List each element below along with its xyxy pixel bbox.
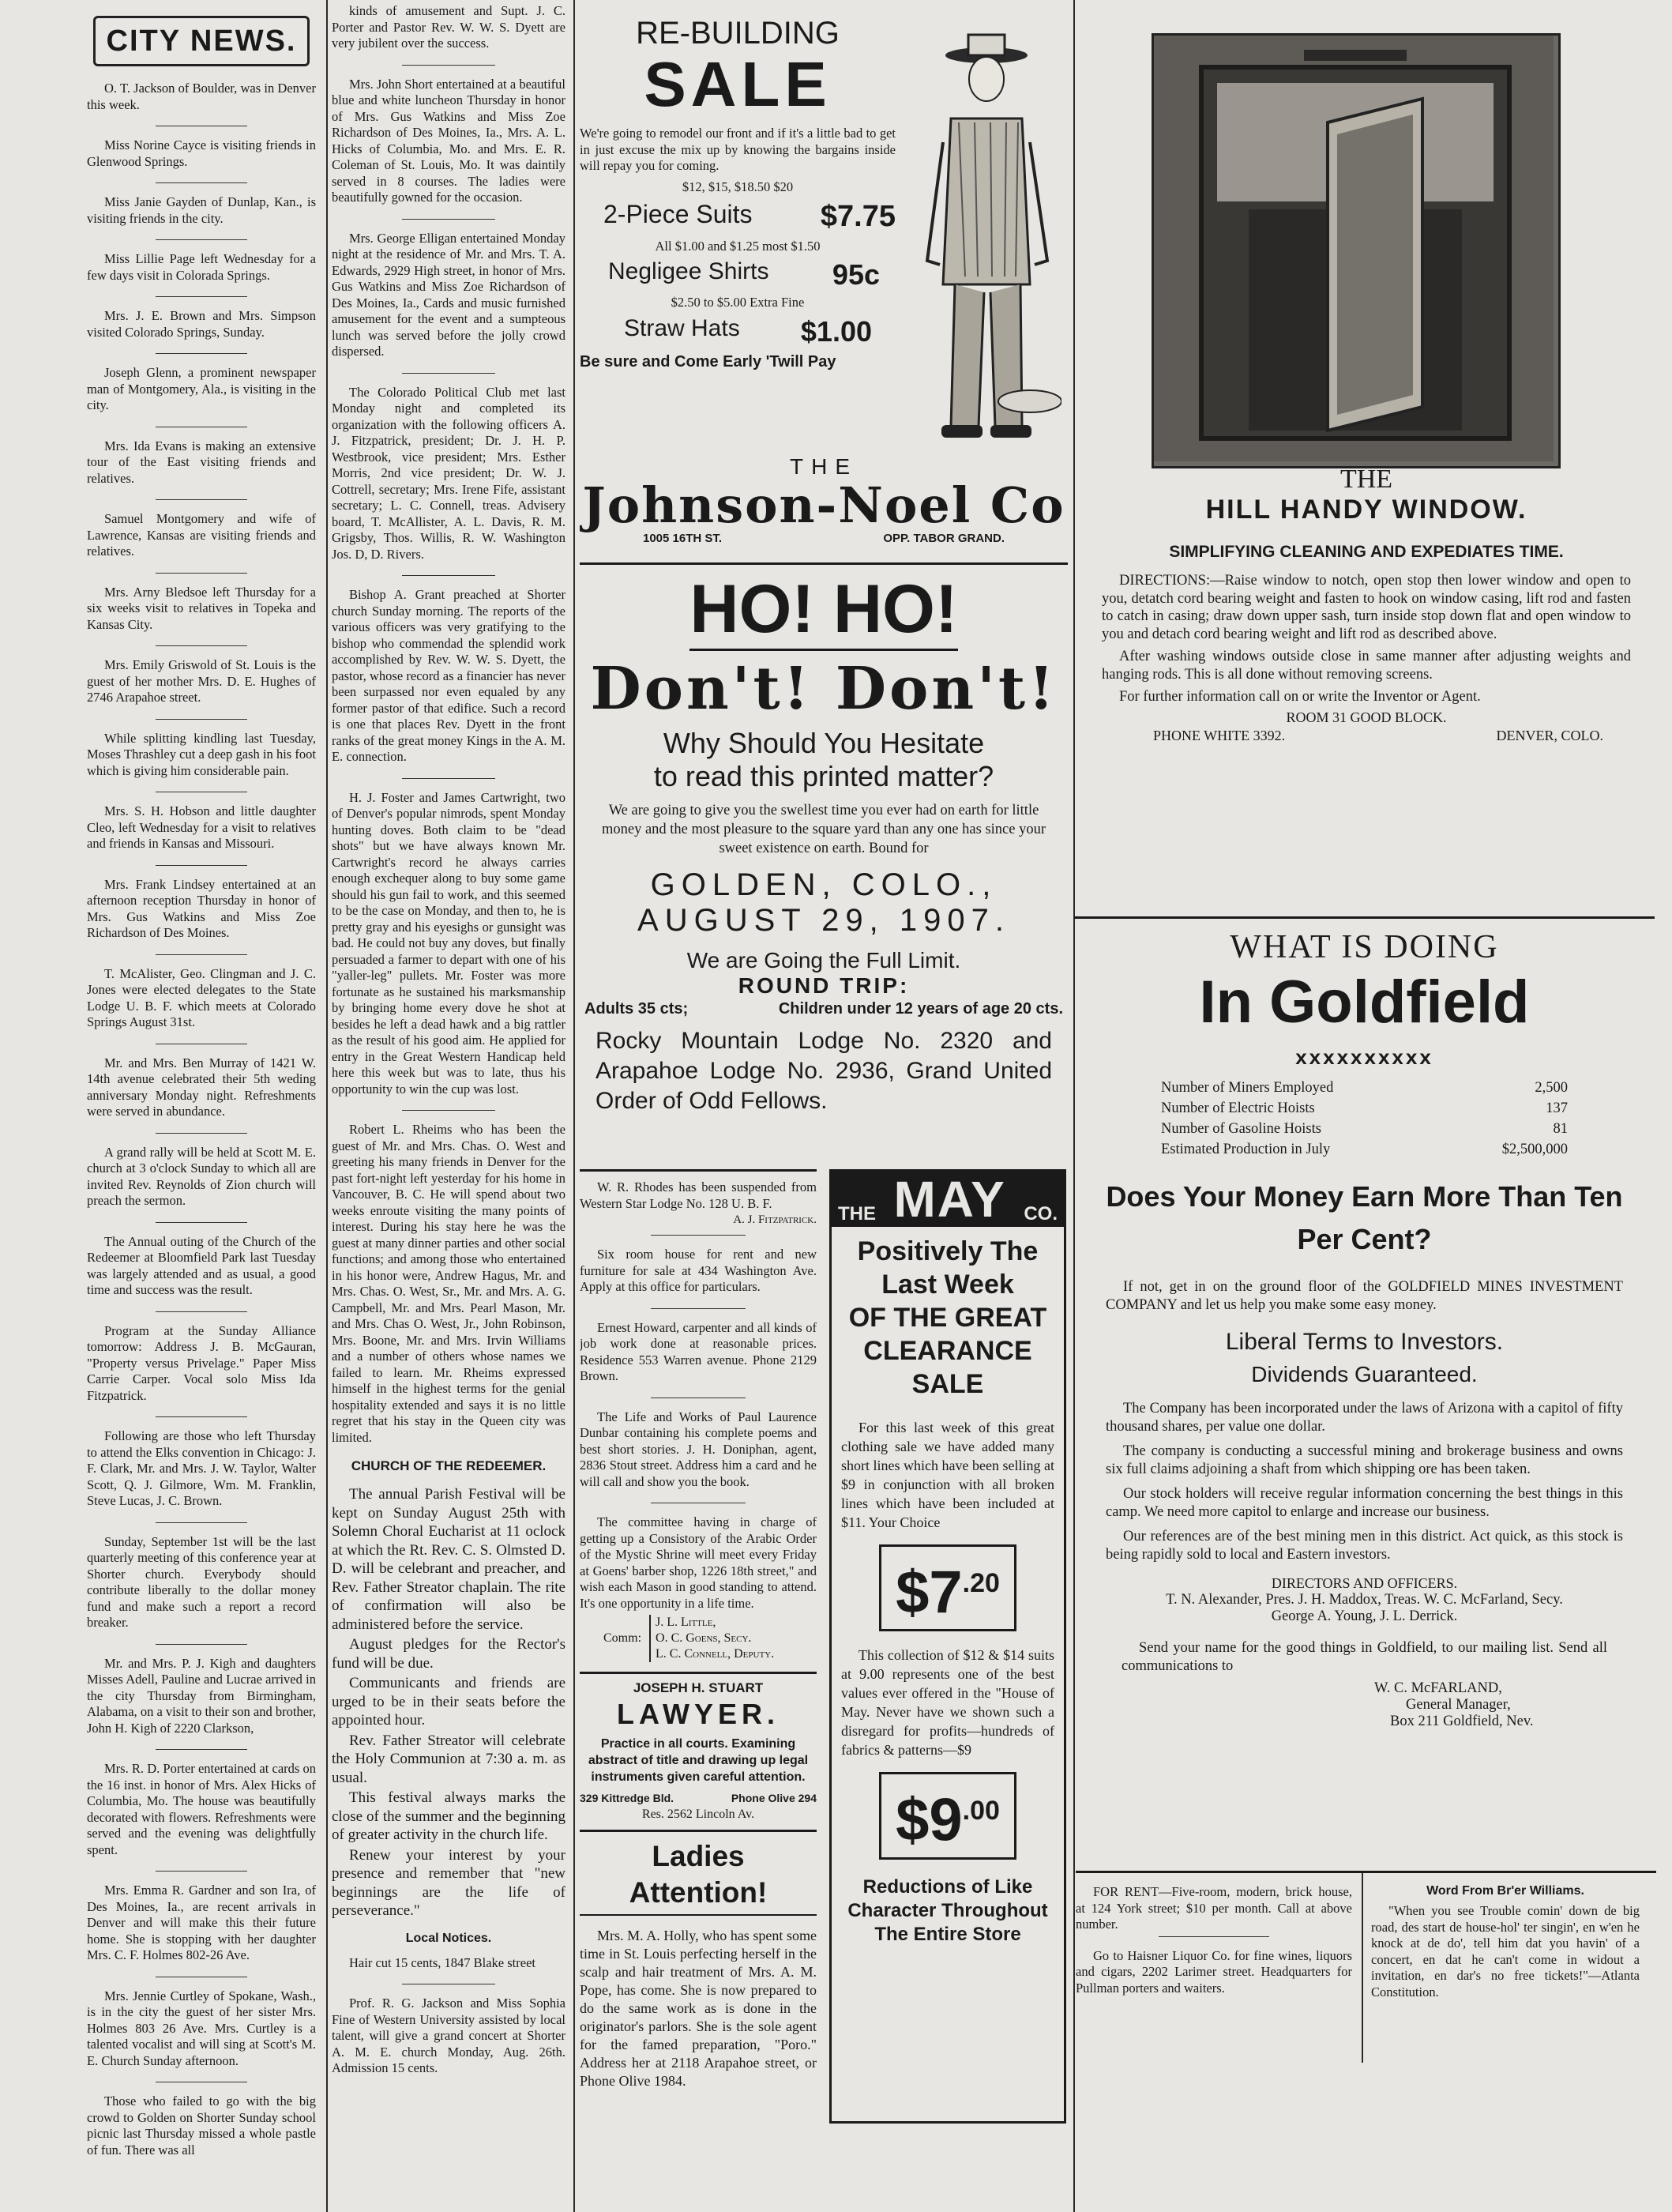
separator-rule bbox=[156, 719, 247, 720]
hesitate-line1: Why Should You Hesitate bbox=[663, 727, 985, 759]
separator-rule bbox=[156, 573, 247, 574]
adult-fare: Adults 35 cts; bbox=[584, 1000, 689, 1018]
may-headline-line: Positively The bbox=[857, 1236, 1039, 1266]
separator-rule bbox=[156, 1416, 247, 1417]
hesitate-line2: to read this printed matter? bbox=[653, 760, 994, 792]
house-notice: Six room house for rent and new furniture for sale at 434 Washington Ave. Apply at this office for particulars. bbox=[580, 1247, 817, 1294]
separator-rule bbox=[402, 575, 495, 576]
window-subtitle: SIMPLIFYING CLEANING AND EXPEDIATES TIME. bbox=[1169, 543, 1564, 561]
goldfield-stats bbox=[1161, 1078, 1568, 1160]
separator-rule bbox=[402, 219, 495, 220]
fares-line bbox=[584, 1000, 1063, 1018]
lawyer-contact bbox=[580, 1792, 817, 1804]
news-item: O. T. Jackson of Boulder, was in Denver this week. bbox=[87, 81, 316, 112]
may-co-ad bbox=[829, 1169, 1066, 2124]
news-item: Program at the Sunday Alliance tomorrow: Address J. B. McGauran, "Property versus Privelage." Paper Miss Carrie Carper. Vocal solo Miss Ida Fitzpatrick. bbox=[87, 1322, 316, 1403]
rebuilding-intro: We're going to remodel our front and if it's a little bad to get in just excuse the mix up by knowing the bargains inside will repay you for coming. bbox=[580, 126, 896, 173]
stat-row bbox=[1161, 1078, 1568, 1098]
news-item: Mrs. Arny Bledsoe left Thursday for a six weeks visit to relatives in Topeka and Kansas City. bbox=[87, 584, 316, 632]
goldfield-p2: The Company has been incorporated under the laws of Arizona with a capitol of fifty thousand shares, per value one dollar. bbox=[1106, 1401, 1623, 1435]
may-headline-line: SALE bbox=[911, 1369, 984, 1399]
hats-label: Straw Hats bbox=[624, 315, 740, 341]
news-item: Joseph Glenn, a prominent newspaper man of Montgomery, Ala., is visiting in the city. bbox=[87, 365, 316, 412]
stat-row bbox=[1161, 1139, 1568, 1160]
may-headline bbox=[841, 1235, 1054, 1401]
lawyer-text: Practice in all courts. Examining abstract of title and drawing up legal instruments given careful attention. bbox=[588, 1737, 809, 1784]
news-item: Hair cut 15 cents, 1847 Blake street bbox=[349, 1954, 535, 1970]
stat-label: Estimated Production in July bbox=[1161, 1142, 1331, 1157]
suits-line bbox=[580, 200, 896, 234]
news-item: This festival always marks the close of the summer and the beginning of greater activity in the church life. bbox=[332, 1789, 565, 1843]
lawyer-office: 329 Kittredge Bld. bbox=[580, 1792, 674, 1804]
stat-row bbox=[1161, 1098, 1568, 1119]
full-limit: We are Going the Full Limit. bbox=[686, 948, 961, 972]
stat-label: Number of Gasoline Hoists bbox=[1161, 1121, 1321, 1137]
dunbar-notice: The Life and Works of Paul Laurence Dunbar containing his complete poems and best short stories. J. H. Doniphan, agent, 2836 Stout street. Address him a card and he will call and show you the book. bbox=[580, 1409, 817, 1489]
news-item: kinds of amusement and Supt. J. C. Porter and Pastor Rev. W. W. S. Dyett are very jubilent over the success. bbox=[332, 3, 565, 51]
window-title1: THE bbox=[1339, 465, 1393, 494]
news-item: Prof. R. G. Jackson and Miss Sophia Fine of Western University assisted by local talent, will give a grand concert at Shorter A. M. E. church Monday, Aug. 26th. Admission 15 cents. bbox=[332, 1996, 565, 2075]
news-item: Following are those who left Thursday to attend the Elks convention in Chicago: J. F. Clark, Mr. and Mrs. J. W. Taylor, Walter Scott, Q. J. Gilmore, Wm. M. Franklin, Steve Lucas, J. C. Brown. bbox=[87, 1428, 316, 1508]
separator-rule bbox=[156, 1749, 247, 1750]
man-illustration bbox=[911, 24, 1061, 450]
window-directions: DIRECTIONS:—Raise window to notch, open stop then lower window and open to you, detatch cord bearing weight and fasten to hook on window casing, lift rod and fasten to catch in casing; draw down upper sash, turn inside stop down flat and open window to you and detach cord bearing weight and lift rod as described above. bbox=[1102, 573, 1631, 642]
news-item: T. McAlister, Geo. Clingman and J. C. Jones were elected delegates to the State Lodge U. B. F. which meets at Colorado Springs August 31st. bbox=[87, 965, 316, 1029]
news-item: Mrs. John Short entertained at a beautiful blue and white luncheon Thursday in honor of Mrs. Gus Watkins and Miss Zoe Richardson of Des Moines, Ia., Mrs. A. L. Hicks of Columbia, Mo. and Mrs. E. R. Coleman of St. Louis, Mo. It was daintily served in 8 courses. The ladies were beautifully gowned for the occasion. bbox=[332, 76, 565, 205]
goldfield-directors2: George A. Young, J. L. Derrick. bbox=[1271, 1608, 1458, 1624]
may-co: CO. bbox=[1024, 1203, 1058, 1224]
news-item: Mrs. George Elligan entertained Monday night at the residence of Mr. and Mrs. T. A. Edwards, 2929 High street, in honor of Mrs. Gus Watkins and Miss Zoe Richardson of Des Moines, Ia., Cards and music furnished amusement for the event and a sumpteous lunch was served before the jolly crowd dispersed. bbox=[332, 230, 565, 359]
shirts-line bbox=[580, 258, 896, 292]
news-item: Mrs. R. D. Porter entertained at cards on the 16 inst. in honor of Mrs. Alex Hicks of Columbia, Mo. The house was beautifully decorated with flowers. Refreshments were served and the evening was delightfully spent. bbox=[87, 1761, 316, 1857]
window-photo bbox=[1152, 33, 1561, 468]
brer-title: Word From Br'er Williams. bbox=[1426, 1884, 1584, 1898]
column-rule bbox=[573, 0, 575, 2212]
may-price1-main: $7 bbox=[896, 1559, 963, 1627]
ho-ho-title: HO! HO! bbox=[689, 571, 958, 647]
brer-text: "When you see Trouble comin' down de big road, des start de house-hol' ter singin', en w'en he knock at de do', tell him dat you havin' of a concert, en dat he can't come in widout a invitation, en dar's no free tickets!"—Atlanta Constitution. bbox=[1371, 1903, 1640, 1999]
ladies-title: Ladies Attention! bbox=[629, 1840, 768, 1909]
goldfield-ad bbox=[1074, 916, 1655, 1864]
goldfield-sign3: Box 211 Goldfield, Nev. bbox=[1390, 1714, 1534, 1729]
suits-price: $7.75 bbox=[820, 200, 896, 233]
may-headline-line: OF THE GREAT bbox=[848, 1303, 1047, 1333]
store-the: THE bbox=[790, 454, 858, 479]
shirts-label: Negligee Shirts bbox=[608, 258, 769, 284]
church-heading: CHURCH OF THE REDEEMER. bbox=[351, 1458, 547, 1473]
rebuilding-prices: $12, $15, $18.50 $20 bbox=[682, 179, 794, 194]
separator-rule bbox=[156, 296, 247, 297]
news-item: Miss Janie Gayden of Dunlap, Kan., is visiting friends in the city. bbox=[87, 194, 316, 226]
goldfield-p1: If not, get in on the ground floor of the GOLDFIELD MINES INVESTMENT COMPANY and let us help you make some easy money. bbox=[1106, 1279, 1623, 1313]
rebuilding-closing: Be sure and Come Early 'Twill Pay bbox=[580, 353, 836, 371]
separator-rule bbox=[156, 865, 247, 866]
may-footer: Reductions of Like Character Throughout The Entire Store bbox=[847, 1875, 1048, 1945]
goldfield-sign1: W. C. McFARLAND, bbox=[1374, 1680, 1502, 1696]
news-item: Mrs. Frank Lindsey entertained at an afternoon reception Thursday in honor of Mrs. Gus Watkins and Miss Zoe Richardson of Des Moines. bbox=[87, 876, 316, 940]
rent-notice: FOR RENT—Five-room, modern, brick house, at 124 York street; $10 per month. Call at above number. bbox=[1076, 1884, 1352, 1932]
committee-member: L. C. Connell, Deputy. bbox=[656, 1647, 775, 1661]
stat-value: 2,500 bbox=[1535, 1080, 1568, 1096]
notices-column bbox=[580, 1169, 817, 2196]
may-text1: For this last week of this great clothing sale we have added many short lines which have been selling at $9 in conjunction with all broken lines which have been included at $11. Your Choice bbox=[841, 1420, 1054, 1530]
local-notices-heading: Local Notices. bbox=[405, 1931, 492, 1945]
city-news-column bbox=[87, 16, 316, 2171]
hats-line bbox=[580, 315, 896, 348]
news-item: Mrs. Emily Griswold of St. Louis is the guest of her mother Mrs. D. E. Hughes of 2746 Arapahoe street. bbox=[87, 657, 316, 705]
news-item: H. J. Foster and James Cartwright, two of Denver's popular nimrods, spent Monday hunting doves. Both claim to be "dead shots" but we have always known Mr. Cartwright's record he always carries enough exchequer along to buy some game should his gun fail to work, and this seemed to be the case on Monday, and then to, he is pretty gray and his eyesighs or gunsight was bad. He could not buy any doves, but finally persuaded a farmer to depart with one of his "yaller-leg" pullets. Mr. Foster was more fortunate as he sustained his marksmanship by bringing home every dove he shot at besides he left a dead hawk and a big rattler as the result of his good aim. He applied for entry in the Great Western Handicap held here this week but was to late, thus his opportunity to win the cup was lost. bbox=[332, 789, 565, 1097]
lawyer-title: LAWYER. bbox=[616, 1698, 780, 1730]
window-room: ROOM 31 GOOD BLOCK. bbox=[1286, 709, 1447, 725]
stat-value: $2,500,000 bbox=[1501, 1142, 1568, 1157]
round-trip: ROUND TRIP: bbox=[738, 973, 910, 998]
news-item: The annual Parish Festival will be kept on Sunday August 25th with Solemn Choral Eucharist at 11 oclock at which the Rt. Rev. C. S. Olmsted D. D. will be celebrant and preacher, and Rev. Father Streator chaplain. The rite of confirmation will also be administered before the service. bbox=[332, 1486, 565, 1633]
goldfield-ornament: xxxxxxxxxx bbox=[1295, 1045, 1433, 1069]
news-item: Mr. and Mrs. Ben Murray of 1421 W. 14th avenue celebrated their 5th weding anniversary Monday night. Refreshments were served in abundance. bbox=[87, 1055, 316, 1119]
news-item: Rev. Father Streator will celebrate the Holy Communion at 7:30 a. m. as usual. bbox=[332, 1732, 565, 1786]
rhodes-notice: W. R. Rhodes has been suspended from Western Star Lodge No. 128 U. B. F. bbox=[580, 1179, 817, 1211]
separator-rule bbox=[156, 1522, 247, 1523]
news-item: While splitting kindling last Tuesday, Moses Thrashley cut a deep gash in his foot which is giving him considerable pain. bbox=[87, 730, 316, 778]
rebuilding-line2: SALE bbox=[644, 49, 832, 119]
rebuilding-sale-ad bbox=[580, 16, 1068, 561]
howard-notice: Ernest Howard, carpenter and all kinds of job work done at reasonable prices. Residence 553 Warren avenue. Phone 2129 Brown. bbox=[580, 1319, 817, 1383]
goldfield-title1: WHAT IS DOING bbox=[1230, 929, 1499, 965]
may-logo bbox=[832, 1172, 1064, 1227]
window-city: DENVER, COLO. bbox=[1496, 727, 1603, 743]
haisner-notice: Go to Haisner Liquor Co. for fine wines, liquors and cigars, 2202 Larimer street. Headquarters for Pullman porters and waiters. bbox=[1076, 1947, 1352, 1996]
column-rule bbox=[326, 0, 328, 2212]
goldfield-p3: The company is conducting a successful mining and brokerage business and owns six full claims adjoining a shaft from which shipping ore has been taken. bbox=[1106, 1443, 1623, 1477]
committee-member: O. C. Goens, Secy. bbox=[656, 1631, 752, 1645]
shirts-note: All $1.00 and $1.25 most $1.50 bbox=[655, 239, 821, 254]
separator-rule bbox=[156, 1222, 247, 1223]
separator-rule bbox=[402, 373, 495, 374]
stat-row bbox=[1161, 1119, 1568, 1139]
committee-block bbox=[603, 1615, 817, 1662]
news-item: The Annual outing of the Church of the Redeemer at Bloomfield Park last Tuesday was largely attended and as usual, a good time and success was the result. bbox=[87, 1233, 316, 1297]
may-the: THE bbox=[838, 1203, 876, 1224]
news-item: Samuel Montgomery and wife of Lawrence, Kansas are visiting friends and relatives. bbox=[87, 511, 316, 559]
stat-value: 137 bbox=[1546, 1100, 1568, 1116]
rebuilding-line1: RE-BUILDING bbox=[636, 16, 840, 51]
separator-rule bbox=[156, 239, 247, 240]
goldfield-p5: Our references are of the best mining men in this district. Act quick, as this stock is being rapidly sold to local and Eastern investors. bbox=[1106, 1529, 1623, 1563]
dont-heading: Don't! Don't! bbox=[590, 655, 1058, 723]
news-item: Bishop A. Grant preached at Shorter church Sunday morning. The reports of the various officers was very gratifying to the bishop who commendad the splendid work accomplished by Rev. W. W. S. Dyett, the pastor, whose record as a financier has never been surpassed nor even equaled by any former pastor of that edifice. Such a record is one that places Rev. Dyett in the front ranks of the great money Kings in the A. M. E. connection. bbox=[332, 587, 565, 764]
church-items bbox=[332, 1485, 565, 1920]
news-item: Miss Norine Cayce is visiting friends in Glenwood Springs. bbox=[87, 137, 316, 169]
local-notices-items bbox=[332, 1955, 565, 2077]
window-after: After washing windows outside close in same manner after adjusting weights and hanging rods. This is all done without removing screens. bbox=[1102, 649, 1631, 683]
may-name: MAY bbox=[893, 1171, 1006, 1228]
destination-line2: AUGUST 29, 1907. bbox=[637, 903, 1010, 938]
news-item: August pledges for the Rector's fund will be due. bbox=[332, 1636, 565, 1672]
separator-rule bbox=[156, 182, 247, 183]
news-item: Robert L. Rheims who has been the guest of Mr. and Mrs. Chas. O. West and greeting his many friends in Denver for the past fort-night left yesterday for his home in Vancouver, B. C. He will spend about two weeks enroute visiting the many points of interest. During his stay here he was the guest at many dinner parties and other social functions; and among those who entertained in his honor were, Andrew Hagus, Mr. and Mrs. Chas. O. West, Sr., Mr. and Mrs. A. G. Campbell, Mr. and Mrs. Pearl Mason, Mr. and Mrs. Chas O. West, Jr., John Robinson, Mrs. Boone, Mr. and Mrs. Irvin Williams and a number of others whose names we failed to learn. Mr. Rheims expressed himself in the highest terms for the genial hospitality extended and says it is no little regret that his stay in the Queen city was limited. bbox=[332, 1122, 565, 1445]
news-item: Communicants and friends are urged to be in their seats before the appointed hour. bbox=[332, 1675, 565, 1729]
news-item: Mrs. Emma R. Gardner and son Ira, of Des Moines, Ia., are recent arrivals in Denver and will make this their future home. She is stopping with her daughter Mrs. C. F. Holmes 802-26 Ave. bbox=[87, 1883, 316, 1962]
goldfield-directors-head: DIRECTORS AND OFFICERS. bbox=[1271, 1575, 1458, 1591]
shirts-price: 95c bbox=[832, 258, 880, 291]
news-item: Mrs. J. E. Brown and Mrs. Simpson visited Colorado Springs, Sunday. bbox=[87, 308, 316, 340]
goldfield-title2: In Goldfield bbox=[1199, 969, 1530, 1036]
may-price1 bbox=[879, 1544, 1016, 1631]
ladies-text: Mrs. M. A. Holly, who has spent some time in St. Louis perfecting herself in the scalp and hair treatment of Mrs. A. M. Pope, has come. She is now prepared to do the same work as is done in the originator's parlors. She is the sole agent for the famed preparation, "Poro." Address her at 2118 Arapahoe street, or Phone Olive 1984. bbox=[580, 1928, 817, 2089]
news-item: A grand rally will be held at Scott M. E. church at 3 o'clock Sunday to which all are invited Rev. Reynolds of Zion church will preach the sermon. bbox=[87, 1144, 316, 1208]
separator-rule bbox=[156, 1644, 247, 1645]
may-price2 bbox=[879, 1772, 1016, 1859]
window-illustration bbox=[1154, 36, 1554, 461]
news-item: Miss Lillie Page left Wednesday for a few days visit in Colorada Springs. bbox=[87, 251, 316, 283]
news-item: The Colorado Political Club met last Monday night and completed its organization with the following officers A. J. Fitzpatrick, president; Dr. J. H. P. Westbrook, vice president; Mrs. Esther Morris, 2nd vice president; Dr. W. J. Cottrell, secretary; Mrs. Irene Fife, assistant secretary; L. C. Connell, treas. Advisery board, T. McAllister, A. L. Davis, R. M. Grigsby, Thos. Willis, R. W. Washington Jos. D, D. Rivers. bbox=[332, 384, 565, 562]
goldfield-directors1: T. N. Alexander, Pres. J. H. Maddox, Treas. W. C. McFarland, Secy. bbox=[1166, 1592, 1563, 1608]
may-price2-cents: .00 bbox=[962, 1796, 1000, 1826]
lodges-text: Rocky Mountain Lodge No. 2320 and Arapahoe Lodge No. 2936, Grand United Order of Odd Fellows. bbox=[596, 1028, 1052, 1114]
window-further: For further information call on or write the Inventor or Agent. bbox=[1119, 689, 1481, 705]
separator-rule bbox=[156, 1871, 247, 1872]
window-ad bbox=[1082, 16, 1651, 912]
society-items bbox=[332, 3, 565, 1446]
lawyer-name: JOSEPH H. STUART bbox=[633, 1680, 764, 1695]
separator-rule bbox=[156, 1311, 247, 1312]
news-item: Mr. and Mrs. P. J. Kigh and daughters Misses Adell, Pauline and Lucrae arrived in the city Thursday from Birmingham, Alabama, on a visit to their son and brother, John H. Kigh of 2220 Clarkson, bbox=[87, 1655, 316, 1736]
store-name: Johnson-Noel Co bbox=[582, 476, 1065, 534]
separator-rule bbox=[402, 778, 495, 779]
stat-label: Number of Electric Hoists bbox=[1161, 1100, 1315, 1116]
goldfield-p4: Our stock holders will receive regular information concerning the best things in this camp. We need more capitol to enlarge and increase our business. bbox=[1106, 1486, 1623, 1520]
news-item: Mrs. S. H. Hobson and little daughter Cleo, left Wednesday for a visit to relatives and friends in Kansas and Missouri. bbox=[87, 803, 316, 851]
window-title2: HILL HANDY WINDOW. bbox=[1205, 495, 1527, 525]
goldfield-liberal: Liberal Terms to Investors. bbox=[1225, 1329, 1504, 1355]
news-item: Those who failed to go with the big crowd to Golden on Shorter Sunday school picnic last Thursday missed a whole pastle of fun. There was all bbox=[87, 2094, 316, 2157]
extra-fine: $2.50 to $5.00 Extra Fine bbox=[671, 294, 805, 310]
goldfield-question: Does Your Money Earn More Than Ten Per Cent? bbox=[1106, 1180, 1623, 1255]
may-headline-line: Last Week bbox=[881, 1270, 1014, 1300]
store-address: 1005 16TH ST. bbox=[643, 532, 723, 545]
johnson-noel-sign bbox=[580, 454, 1068, 545]
separator-rule bbox=[156, 645, 247, 646]
stat-label: Number of Miners Employed bbox=[1161, 1080, 1334, 1096]
window-phone: PHONE WHITE 3392. bbox=[1153, 727, 1286, 743]
may-price1-cents: .20 bbox=[962, 1568, 1000, 1598]
goldfield-dividends: Dividends Guaranteed. bbox=[1251, 1362, 1478, 1386]
news-item: Renew your interest by your presence and remember that "new beginnings are the life of perseverance." bbox=[332, 1846, 565, 1919]
city-news-heading: CITY NEWS. bbox=[93, 16, 310, 66]
separator-rule bbox=[156, 954, 247, 955]
separator-rule bbox=[156, 499, 247, 500]
lawyer-phone: Phone Olive 294 bbox=[731, 1792, 817, 1804]
committee-label: Comm: bbox=[603, 1631, 642, 1645]
city-news-items bbox=[87, 81, 316, 2158]
goldfield-send: Send your name for the good things in Goldfield, to our mailing list. Send all communications to bbox=[1122, 1640, 1607, 1674]
store-opposite: OPP. TABOR GRAND. bbox=[883, 532, 1005, 545]
bottom-notices bbox=[1076, 1871, 1656, 2076]
separator-rule bbox=[402, 65, 495, 66]
news-item: Sunday, September 1st will be the last quarterly meeting of this conference year at Shorter church. Everybody should contribute liberally to the dollar money fund and make such a report a record breaker. bbox=[87, 1533, 316, 1630]
separator-rule bbox=[156, 1133, 247, 1134]
suits-label: 2-Piece Suits bbox=[603, 200, 753, 228]
ho-ho-body: We are going to give you the swellest time you ever had on earth for little money and the most pleasure to the square yard than any one has since your sweet existence on earth. Bound for bbox=[601, 803, 1046, 856]
may-text2: This collection of $12 & $14 suits at 9.00 represents one of the best values ever offered in the "House of May. Never have we shown such a disregard for profits—hundreds of fabrics & patterns—$9 bbox=[841, 1647, 1054, 1759]
shrine-notice: The committee having in charge of getting up a Consistory of the Arabic Order of the Mystic Shrine will meet every Friday at Goens' barber shop, 1226 18th street," and wish each Mason in good standing to attend. It's one opportunity in a life time. bbox=[580, 1514, 817, 1611]
lawyer-residence: Res. 2562 Lincoln Av. bbox=[641, 1808, 755, 1821]
society-column bbox=[332, 3, 565, 2090]
ho-ho-ad bbox=[580, 562, 1068, 1167]
destination-line1: GOLDEN, COLO., bbox=[650, 867, 998, 902]
news-item: Mrs. Jennie Curtley of Spokane, Wash., is in the city the guest of her sister Mrs. Holmes 803 26 Ave. Mrs. Curtley is a talented vocalist and will sing at Scott's M. E. Church Sunday afternoon. bbox=[87, 1988, 316, 2068]
rhodes-signature: A. J. Fitzpatrick. bbox=[733, 1213, 817, 1226]
hats-price: $1.00 bbox=[800, 315, 872, 348]
committee-member: J. L. Little, bbox=[656, 1616, 716, 1629]
may-headline-line: CLEARANCE bbox=[863, 1336, 1032, 1366]
separator-rule bbox=[156, 353, 247, 354]
stat-value: 81 bbox=[1553, 1121, 1568, 1137]
may-price2-main: $9 bbox=[896, 1786, 963, 1854]
child-fare: Children under 12 years of age 20 cts. bbox=[778, 1000, 1063, 1018]
news-item: Mrs. Ida Evans is making an extensive tour of the East visiting friends and relatives. bbox=[87, 438, 316, 486]
goldfield-sign2: General Manager, bbox=[1406, 1697, 1511, 1713]
separator-rule bbox=[402, 1110, 495, 1111]
